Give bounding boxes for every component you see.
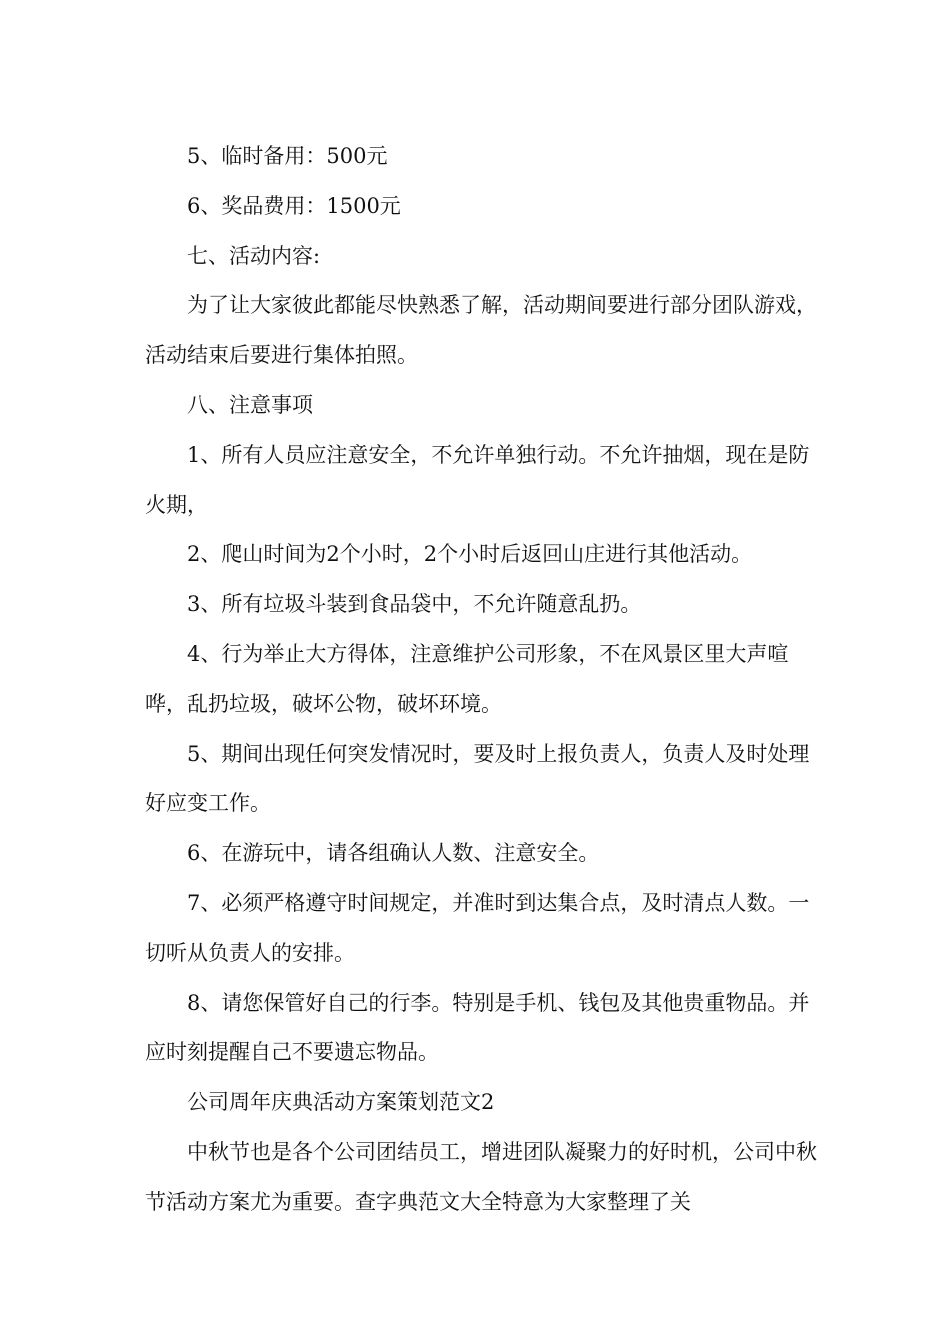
paragraph-activity-content: 为了让大家彼此都能尽快熟悉了解，活动期间要进行部分团队游戏，活动结束后要进行集体拍照。 — [145, 293, 817, 368]
heading-sample-2: 公司周年庆典活动方案策划范文2 — [187, 1090, 495, 1115]
paragraph-precaution-7: 7、必须严格遵守时间规定，并准时到达集合点，及时清点人数。一切听从负责人的安排。 — [145, 890, 810, 965]
paragraph-precaution-6: 6、在游玩中，请各组确认人数、注意安全。 — [187, 841, 600, 866]
paragraph-precaution-5: 5、期间出现任何突发情况时，要及时上报负责人，负责人及时处理好应变工作。 — [145, 741, 810, 816]
paragraph-precaution-2: 2、爬山时间为2个小时，2个小时后返回山庄进行其他活动。 — [187, 542, 753, 567]
paragraph-precaution-8: 8、请您保管好自己的行李。特别是手机、钱包及其他贵重物品。并应时刻提醒自己不要遗忘物品。 — [145, 990, 810, 1065]
paragraph-mid-autumn-intro: 中秋节也是各个公司团结员工，增进团队凝聚力的好时机，公司中秋节活动方案尤为重要。查字典范文大全特意为大家整理了关 — [145, 1139, 817, 1214]
paragraph-budget-prizes: 6、奖品费用：1500元 — [187, 193, 401, 218]
paragraph-budget-reserve: 5、临时备用：500元 — [187, 144, 388, 168]
heading-activity-content: 七、活动内容: — [187, 243, 321, 268]
heading-precautions: 八、注意事项 — [187, 392, 313, 417]
paragraph-precaution-1: 1、所有人员应注意安全，不允许单独行动。不允许抽烟，现在是防火期， — [145, 442, 810, 517]
paragraph-precaution-4: 4、行为举止大方得体，注意维护公司形象，不在风景区里大声喧哗，乱扔垃圾，破坏公物，破坏环境。 — [145, 641, 789, 716]
document-body — [145, 132, 825, 1228]
paragraph-precaution-3: 3、所有垃圾斗装到食品袋中，不允许随意乱扔。 — [187, 592, 642, 617]
